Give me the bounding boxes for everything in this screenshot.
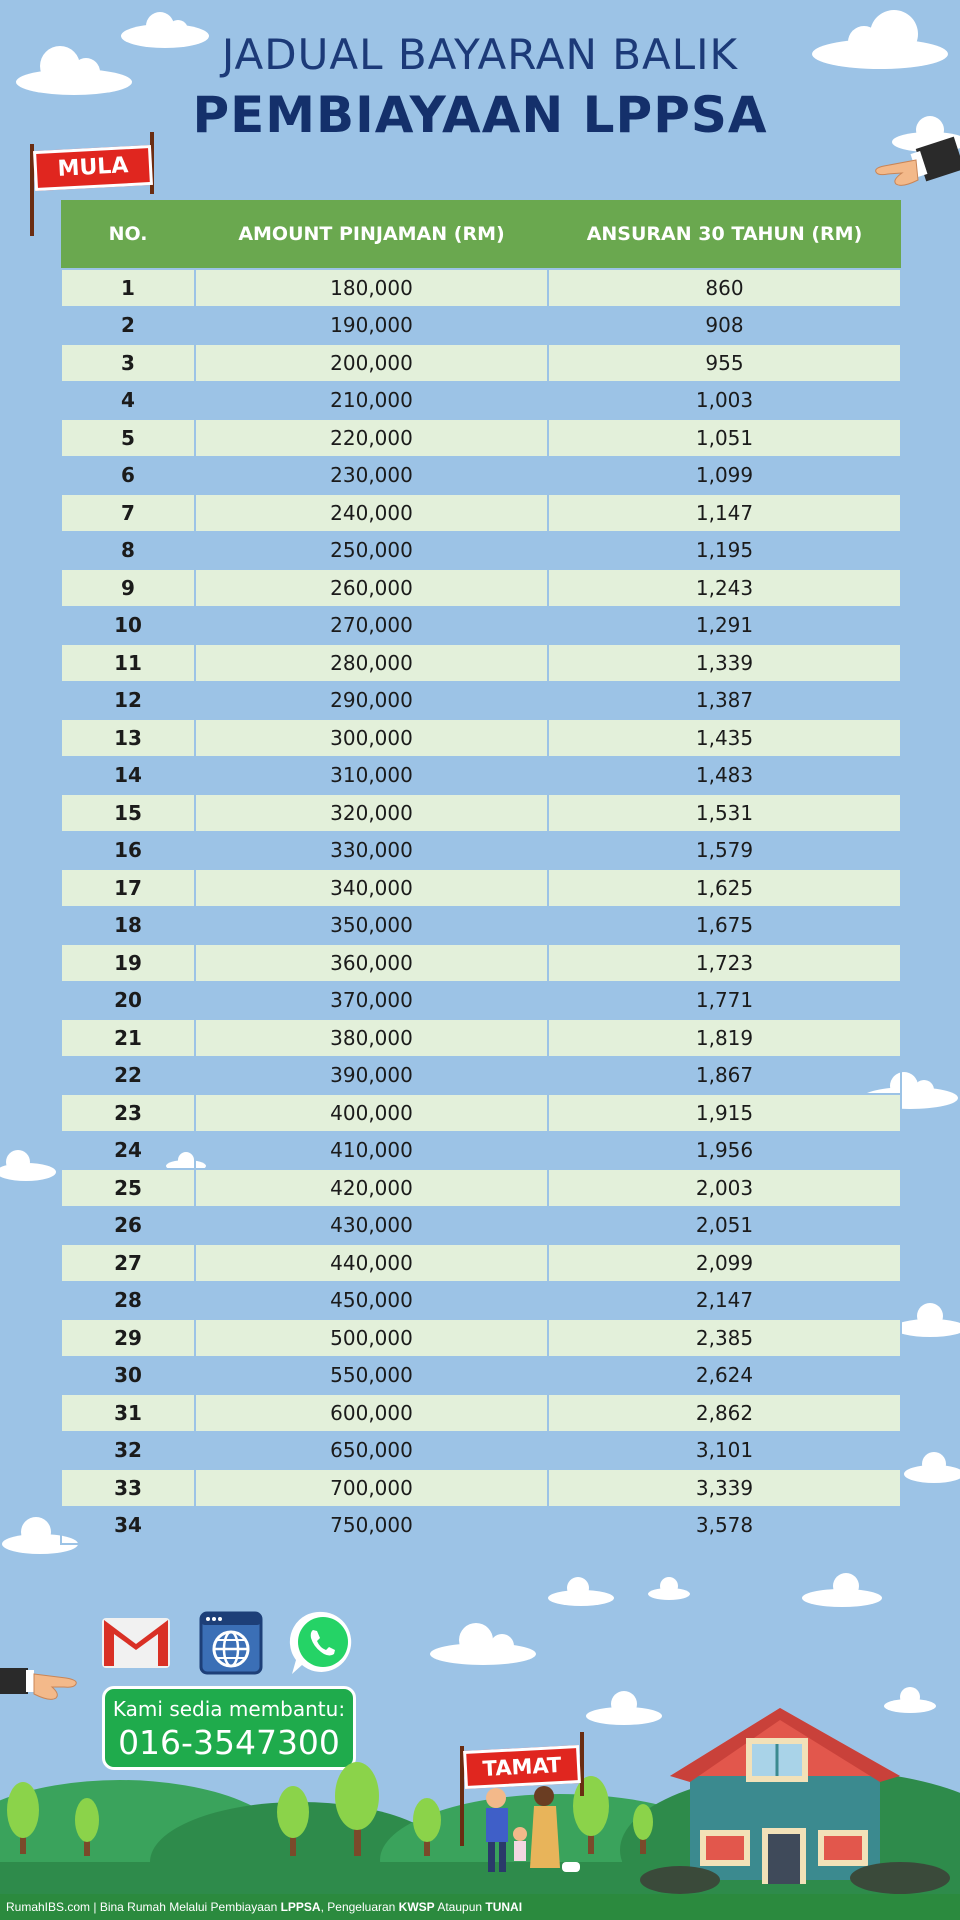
cell-no: 33 <box>61 1469 195 1507</box>
cloud-decoration <box>900 1448 960 1484</box>
cell-no: 25 <box>61 1169 195 1207</box>
cell-no: 30 <box>61 1357 195 1395</box>
table-row <box>61 869 901 907</box>
cell-no: 31 <box>61 1394 195 1432</box>
cell-no: 27 <box>61 1244 195 1282</box>
cell-amount: 700,000 <box>195 1469 548 1507</box>
cell-no: 23 <box>61 1094 195 1132</box>
cell-installment: 2,051 <box>548 1207 901 1245</box>
cell-no: 3 <box>61 344 195 382</box>
cell-no: 11 <box>61 644 195 682</box>
cloud-decoration <box>0 1146 60 1182</box>
cell-no: 10 <box>61 607 195 645</box>
table-row <box>61 944 901 982</box>
cell-amount: 210,000 <box>195 382 548 420</box>
cell-no: 1 <box>61 269 195 307</box>
cell-no: 2 <box>61 307 195 345</box>
cell-amount: 280,000 <box>195 644 548 682</box>
cell-no: 7 <box>61 494 195 532</box>
page-subtitle: PEMBIAYAAN LPPSA <box>192 86 768 144</box>
table-body <box>61 269 901 1544</box>
cell-amount: 200,000 <box>195 344 548 382</box>
cell-installment: 1,625 <box>548 869 901 907</box>
cell-installment: 1,675 <box>548 907 901 945</box>
cell-no: 20 <box>61 982 195 1020</box>
cell-amount: 390,000 <box>195 1057 548 1095</box>
table-row <box>61 1207 901 1245</box>
cell-amount: 500,000 <box>195 1319 548 1357</box>
column-header-no: NO. <box>61 200 195 269</box>
cell-amount: 650,000 <box>195 1432 548 1470</box>
footer-text: Ataupun <box>434 1900 486 1914</box>
cell-no: 16 <box>61 832 195 870</box>
table-row <box>61 907 901 945</box>
cell-installment: 1,867 <box>548 1057 901 1095</box>
cell-no: 18 <box>61 907 195 945</box>
contact-phone[interactable]: 016-3547300 <box>118 1723 340 1762</box>
cell-no: 24 <box>61 1132 195 1170</box>
cell-installment: 3,101 <box>548 1432 901 1470</box>
cell-installment: 860 <box>548 269 901 307</box>
table-row <box>61 1394 901 1432</box>
cell-installment: 1,435 <box>548 719 901 757</box>
table-row <box>61 569 901 607</box>
cell-amount: 370,000 <box>195 982 548 1020</box>
table-row <box>61 1019 901 1057</box>
table-row <box>61 1244 901 1282</box>
cell-amount: 360,000 <box>195 944 548 982</box>
cell-amount: 400,000 <box>195 1094 548 1132</box>
table-row <box>61 1357 901 1395</box>
cell-amount: 190,000 <box>195 307 548 345</box>
footer-text: Bina Rumah Melalui Pembiayaan <box>99 1900 281 1914</box>
table-row <box>61 644 901 682</box>
cell-amount: 250,000 <box>195 532 548 570</box>
table-row <box>61 719 901 757</box>
cell-installment: 2,862 <box>548 1394 901 1432</box>
cell-installment: 3,578 <box>548 1507 901 1545</box>
cell-no: 12 <box>61 682 195 720</box>
cell-no: 29 <box>61 1319 195 1357</box>
footer-kwsp: KWSP <box>398 1900 435 1914</box>
cell-installment: 1,339 <box>548 644 901 682</box>
cell-no: 34 <box>61 1507 195 1545</box>
cell-no: 21 <box>61 1019 195 1057</box>
cell-amount: 550,000 <box>195 1357 548 1395</box>
table-row <box>61 1057 901 1095</box>
cell-installment: 1,819 <box>548 1019 901 1057</box>
cell-no: 4 <box>61 382 195 420</box>
cloud-decoration <box>646 1574 692 1600</box>
cell-installment: 2,147 <box>548 1282 901 1320</box>
table-row <box>61 382 901 420</box>
table-row <box>61 532 901 570</box>
cell-no: 17 <box>61 869 195 907</box>
end-flag-label: TAMAT <box>463 1745 581 1789</box>
cell-installment: 955 <box>548 344 901 382</box>
footer-bar <box>0 1894 960 1920</box>
cell-no: 14 <box>61 757 195 795</box>
cell-no: 6 <box>61 457 195 495</box>
column-header-amount: AMOUNT PINJAMAN (RM) <box>195 200 548 269</box>
table-row <box>61 494 901 532</box>
cell-amount: 310,000 <box>195 757 548 795</box>
cell-amount: 220,000 <box>195 419 548 457</box>
table-row <box>61 344 901 382</box>
cell-installment: 2,385 <box>548 1319 901 1357</box>
table-row <box>61 1469 901 1507</box>
cell-installment: 1,195 <box>548 532 901 570</box>
table-row <box>61 457 901 495</box>
cell-installment: 1,291 <box>548 607 901 645</box>
footer-site-link[interactable]: RumahIBS.com <box>6 1900 91 1914</box>
cell-no: 19 <box>61 944 195 982</box>
cell-amount: 300,000 <box>195 719 548 757</box>
page-title: JADUAL BAYARAN BALIK <box>221 30 739 79</box>
cell-no: 5 <box>61 419 195 457</box>
cell-no: 13 <box>61 719 195 757</box>
cell-amount: 240,000 <box>195 494 548 532</box>
table-row <box>61 682 901 720</box>
cell-amount: 430,000 <box>195 1207 548 1245</box>
cell-amount: 750,000 <box>195 1507 548 1545</box>
cell-amount: 320,000 <box>195 794 548 832</box>
cell-amount: 270,000 <box>195 607 548 645</box>
table-row <box>61 794 901 832</box>
table-row <box>61 757 901 795</box>
table-row <box>61 832 901 870</box>
start-flag-label: MULA <box>33 145 153 191</box>
cell-installment: 1,771 <box>548 982 901 1020</box>
cell-installment: 1,579 <box>548 832 901 870</box>
cell-amount: 440,000 <box>195 1244 548 1282</box>
pointing-hand-icon <box>862 136 960 196</box>
cell-amount: 380,000 <box>195 1019 548 1057</box>
cell-amount: 330,000 <box>195 832 548 870</box>
cell-amount: 420,000 <box>195 1169 548 1207</box>
cell-installment: 1,483 <box>548 757 901 795</box>
cell-no: 9 <box>61 569 195 607</box>
table-row <box>61 307 901 345</box>
table-row <box>61 1169 901 1207</box>
cell-installment: 1,051 <box>548 419 901 457</box>
column-header-installment: ANSURAN 30 TAHUN (RM) <box>548 200 901 269</box>
table-row <box>61 607 901 645</box>
table-row <box>61 419 901 457</box>
cell-installment: 1,723 <box>548 944 901 982</box>
cell-installment: 2,624 <box>548 1357 901 1395</box>
footer-text: , Pengeluaran <box>320 1900 399 1914</box>
table-row <box>61 1132 901 1170</box>
table-row <box>61 1319 901 1357</box>
cell-amount: 180,000 <box>195 269 548 307</box>
cell-amount: 290,000 <box>195 682 548 720</box>
cell-no: 15 <box>61 794 195 832</box>
cell-amount: 350,000 <box>195 907 548 945</box>
cell-installment: 2,099 <box>548 1244 901 1282</box>
cell-amount: 230,000 <box>195 457 548 495</box>
cell-installment: 2,003 <box>548 1169 901 1207</box>
cell-installment: 1,531 <box>548 794 901 832</box>
cell-no: 28 <box>61 1282 195 1320</box>
footer-tunai: TUNAI <box>485 1900 523 1914</box>
cell-installment: 1,099 <box>548 457 901 495</box>
table-header-row <box>61 200 901 269</box>
table-row <box>61 1282 901 1320</box>
table-row <box>61 1094 901 1132</box>
cell-installment: 1,915 <box>548 1094 901 1132</box>
house-icon <box>670 1708 900 1884</box>
cell-installment: 1,387 <box>548 682 901 720</box>
footer-separator: | <box>90 1900 100 1914</box>
cell-installment: 908 <box>548 307 901 345</box>
cell-no: 32 <box>61 1432 195 1470</box>
cell-amount: 340,000 <box>195 869 548 907</box>
table-row <box>61 1507 901 1545</box>
cell-installment: 3,339 <box>548 1469 901 1507</box>
cell-installment: 1,147 <box>548 494 901 532</box>
contact-label: Kami sedia membantu: <box>112 1697 346 1721</box>
footer-lppsa: LPPSA <box>280 1900 321 1914</box>
cell-amount: 450,000 <box>195 1282 548 1320</box>
cell-amount: 600,000 <box>195 1394 548 1432</box>
cell-no: 22 <box>61 1057 195 1095</box>
table-row <box>61 269 901 307</box>
repayment-table <box>60 200 902 1545</box>
cell-installment: 1,003 <box>548 382 901 420</box>
table-row <box>61 1432 901 1470</box>
table-row <box>61 982 901 1020</box>
cell-installment: 1,956 <box>548 1132 901 1170</box>
cell-installment: 1,243 <box>548 569 901 607</box>
cell-amount: 260,000 <box>195 569 548 607</box>
cell-no: 26 <box>61 1207 195 1245</box>
cell-amount: 410,000 <box>195 1132 548 1170</box>
end-flag <box>460 1730 590 1850</box>
cell-no: 8 <box>61 532 195 570</box>
